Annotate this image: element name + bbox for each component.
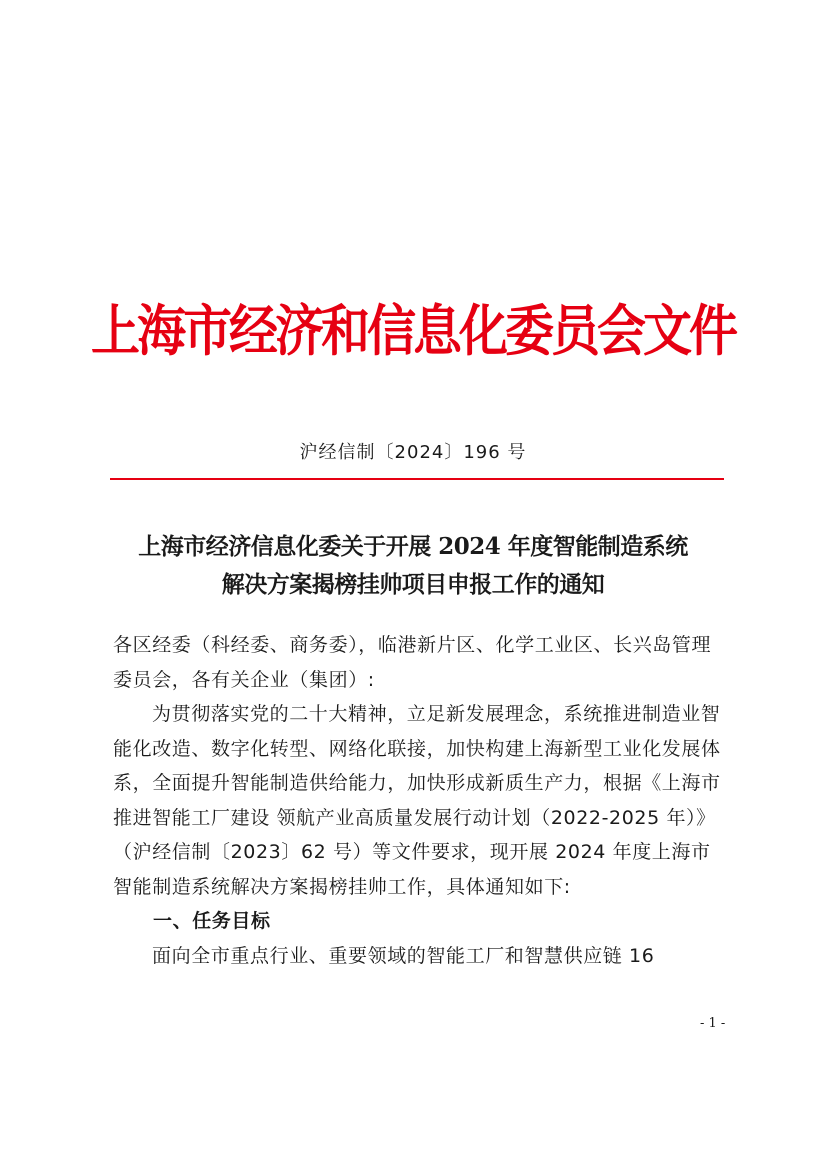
section-heading-task-goals: 一、任务目标 (153, 910, 271, 932)
red-divider-line (110, 478, 724, 480)
addressee-paragraph: 各区经委（科经委、商务委），临港新片区、化学工业区、长兴岛管理委员会，各有关企业（集团）: (113, 634, 712, 691)
document-number: 沪经信制〔2024〕196 号 (299, 442, 527, 463)
issuer-header-title: 上海市经济和信息化委员会文件 (90, 298, 735, 364)
document-body (113, 628, 725, 973)
notice-title-line-1: 上海市经济信息化委关于开展 2024 年度智能制造系统 (138, 533, 688, 560)
notice-title (100, 528, 726, 604)
page-number: - 1 - (700, 1016, 726, 1031)
notice-title-line-2: 解决方案揭榜挂帅项目申报工作的通知 (221, 571, 605, 598)
section-1-paragraph: 面向全市重点行业、重要领域的智能工厂和智慧供应链 16 (152, 944, 655, 967)
intro-paragraph: 为贯彻落实党的二十大精神，立足新发展理念，系统推进制造业智能化改造、数字化转型、网络化联接，加快构建上海新型工业化发展体系，全面提升智能制造供给能力，加快形成新质生产力，根据《上海市推进智能工厂建设 领航产业高质量发展行动计划（2022-2025 年）》（沪经信制〔2023〕62 号）等文件要求，现开展 2024 年度上海市智能制造系统解决方案揭榜挂帅工作，具体通知如下: (113, 703, 721, 898)
